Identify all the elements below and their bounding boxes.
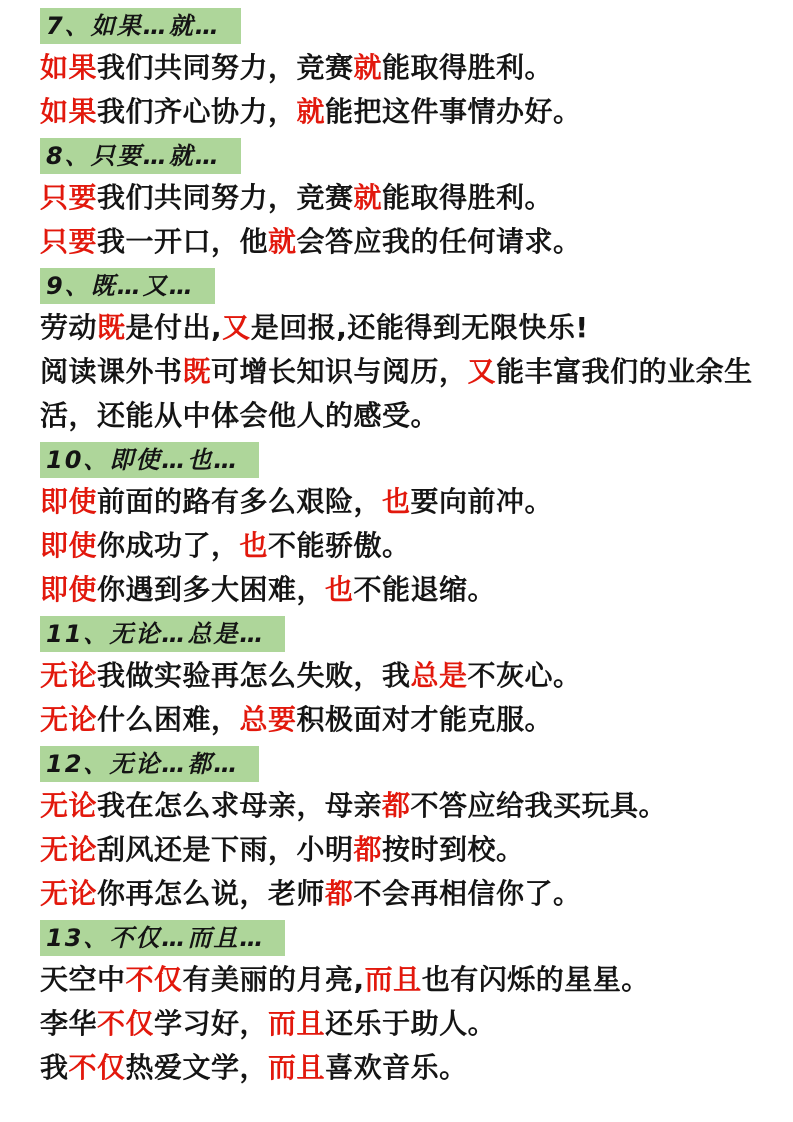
section-header: 8、只要…就… — [40, 138, 241, 174]
text-run: 我们齐心协力， — [97, 95, 297, 128]
text-run: 我在怎么求母亲，母亲 — [97, 789, 383, 822]
section-10-jishi-ye — [40, 438, 765, 612]
text-run: 我一开口，他 — [97, 225, 269, 258]
example-sentence — [40, 176, 765, 220]
text-run: 能取得胜利。 — [382, 181, 554, 214]
text-run: 会答应我的任何请求。 — [296, 225, 582, 258]
text-run: 不答应给我买玩具。 — [410, 789, 668, 822]
text-run: 不会再相信你了。 — [353, 877, 582, 910]
conjunction-word-red: 不仅 — [68, 1051, 126, 1084]
example-sentence — [40, 1046, 765, 1090]
text-run: 李华 — [40, 1007, 98, 1040]
conjunction-word-red: 都 — [353, 833, 383, 866]
conjunction-word-red: 即使 — [40, 485, 98, 518]
conjunction-word-red: 不仅 — [125, 963, 183, 996]
section-13-bujin-erqie — [40, 916, 765, 1090]
text-run: 刮风还是下雨，小明 — [97, 833, 354, 866]
text-run: 我 — [40, 1051, 69, 1084]
text-run: 你成功了， — [97, 529, 240, 562]
example-sentence — [40, 306, 765, 350]
text-run: 你再怎么说，老师 — [97, 877, 326, 910]
example-sentence — [40, 480, 765, 524]
conjunction-word-red: 就 — [268, 225, 297, 258]
example-sentence — [40, 872, 765, 916]
example-sentence — [40, 1002, 765, 1046]
example-sentence — [40, 828, 765, 872]
conjunction-word-red: 又 — [222, 311, 251, 344]
conjunction-word-red: 既 — [182, 355, 212, 388]
example-sentence — [40, 698, 765, 742]
conjunction-word-red: 而且 — [364, 963, 422, 996]
section-11-wulun-zongshi — [40, 612, 765, 742]
conjunction-word-red: 也 — [325, 573, 354, 606]
section-header: 12、无论…都… — [40, 746, 259, 782]
conjunction-word-red: 也 — [239, 529, 269, 562]
text-run: 学习好， — [154, 1007, 269, 1040]
conjunction-word-red: 而且 — [268, 1051, 326, 1084]
conjunction-word-red: 都 — [382, 789, 411, 822]
example-sentence — [40, 524, 765, 568]
example-sentence — [40, 958, 765, 1002]
text-run: 有美丽的月亮, — [182, 963, 365, 996]
example-sentence — [40, 654, 765, 698]
conjunction-word-red: 就 — [296, 95, 326, 128]
text-run: 喜欢音乐。 — [325, 1051, 468, 1084]
text-run: 不灰心。 — [467, 659, 582, 692]
text-run: 能丰富我们的业余生活，还能从中体会他人的感受。 — [40, 355, 753, 432]
section-8-zhiyao-jiu — [40, 134, 765, 264]
conjunction-word-red: 即使 — [40, 529, 98, 562]
text-run: 能把这件事情办好。 — [325, 95, 582, 128]
conjunction-word-red: 也 — [382, 485, 411, 518]
text-run: 我们共同努力，竞赛 — [97, 51, 354, 84]
text-run: 热爱文学， — [125, 1051, 269, 1084]
conjunction-word-red: 无论 — [40, 833, 98, 866]
text-run: 天空中 — [40, 963, 126, 996]
text-run: 可增长知识与阅历， — [211, 355, 468, 388]
section-9-ji-you — [40, 264, 765, 438]
text-run: 我做实验再怎么失败，我 — [97, 659, 411, 692]
text-run: 能取得胜利。 — [382, 51, 554, 84]
text-run: 按时到校。 — [382, 833, 525, 866]
text-run: 什么困难， — [97, 703, 240, 736]
conjunction-word-red: 就 — [353, 51, 383, 84]
conjunction-word-red: 不仅 — [97, 1007, 155, 1040]
text-run: 劳动 — [40, 311, 98, 344]
text-run: 积极面对才能克服。 — [296, 703, 554, 736]
conjunction-word-red: 都 — [325, 877, 354, 910]
example-sentence — [40, 568, 765, 612]
conjunction-word-red: 既 — [97, 311, 126, 344]
section-header: 11、无论…总是… — [40, 616, 285, 652]
conjunction-word-red: 又 — [467, 355, 497, 388]
conjunction-word-red: 总要 — [239, 703, 297, 736]
text-run: 你遇到多大困难， — [97, 573, 326, 606]
text-run: 是付出, — [125, 311, 223, 344]
text-run: 还乐于助人。 — [325, 1007, 497, 1040]
section-7-ruguo-jiu — [40, 8, 765, 134]
conjunction-word-red: 只要 — [40, 225, 98, 258]
section-header: 7、如果…就… — [40, 8, 241, 44]
conjunction-word-red: 总是 — [410, 659, 468, 692]
conjunction-word-red: 无论 — [40, 659, 98, 692]
conjunction-word-red: 即使 — [40, 573, 98, 606]
section-12-wulun-dou — [40, 742, 765, 916]
text-run: 不能退缩。 — [353, 573, 497, 606]
text-run: 是回报,还能得到无限快乐! — [250, 311, 589, 344]
conjunction-word-red: 无论 — [40, 877, 98, 910]
example-sentence — [40, 350, 765, 438]
section-header: 10、即使…也… — [40, 442, 259, 478]
text-run: 阅读课外书 — [40, 355, 183, 388]
conjunction-word-red: 如果 — [40, 51, 98, 84]
example-sentence — [40, 46, 765, 90]
section-header: 13、不仅…而且… — [40, 920, 285, 956]
example-sentence — [40, 90, 765, 134]
text-run: 我们共同努力，竞赛 — [97, 181, 354, 214]
text-run: 不能骄傲。 — [268, 529, 411, 562]
example-sentence — [40, 784, 765, 828]
example-sentence — [40, 220, 765, 264]
conjunction-word-red: 无论 — [40, 703, 98, 736]
conjunction-word-red: 如果 — [40, 95, 98, 128]
text-run: 前面的路有多么艰险， — [97, 485, 383, 518]
conjunction-word-red: 只要 — [40, 181, 98, 214]
conjunction-word-red: 就 — [353, 181, 383, 214]
text-run: 要向前冲。 — [410, 485, 554, 518]
text-run: 也有闪烁的星星。 — [421, 963, 650, 996]
conjunction-word-red: 而且 — [268, 1007, 326, 1040]
conjunction-word-red: 无论 — [40, 789, 98, 822]
section-header: 9、既…又… — [40, 268, 215, 304]
